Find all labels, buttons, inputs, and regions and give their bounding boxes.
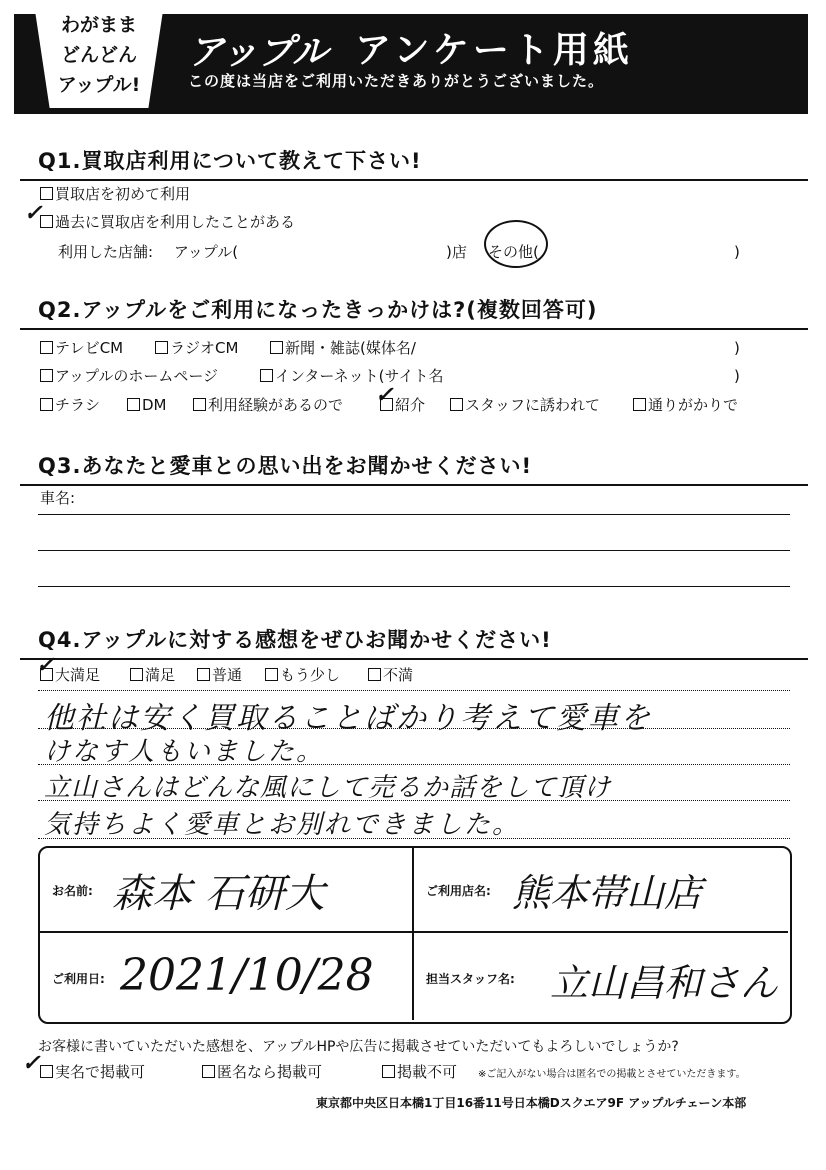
checkbox[interactable] <box>633 398 646 411</box>
comment-text-line: けなす人もいました。 <box>44 737 325 767</box>
q2-option-dm[interactable] <box>127 395 167 415</box>
option-label: 実名で掲載可 <box>55 1063 146 1081</box>
q2-option-newspaper[interactable] <box>270 338 416 358</box>
option-label: 過去に買取店を利用したことがある <box>55 213 296 231</box>
comment-text-line: 気持ちよく愛車とお別れできました。 <box>44 810 521 840</box>
staff-value: 立山昌和さん <box>550 961 779 1005</box>
q2-option-radiocm[interactable] <box>155 338 238 358</box>
q2-option-passing[interactable] <box>633 395 738 415</box>
checkbox[interactable] <box>155 341 168 354</box>
option-label: チラシ <box>55 396 101 414</box>
consent-real-name[interactable] <box>40 1062 145 1082</box>
option-label: ラジオCM <box>170 339 239 357</box>
page-title: アンケート用紙 <box>355 30 633 71</box>
q4-rating-more[interactable] <box>265 665 340 685</box>
option-label: スタッフに誘われて <box>465 396 601 414</box>
store-label: 利用した店舗: <box>58 243 154 261</box>
q4-rating-satisfied[interactable] <box>130 665 175 685</box>
q1-other-label: その他( <box>488 243 539 261</box>
checkbox[interactable] <box>40 369 53 382</box>
name-value: 森本 石研大 <box>112 871 325 917</box>
option-label: 普通 <box>212 666 243 684</box>
q2-option-internet[interactable] <box>260 366 443 386</box>
option-label: DM <box>142 396 167 414</box>
q2-close-2: ) <box>734 367 740 385</box>
store-prefix: アップル( <box>173 243 239 261</box>
option-label: 紹介 <box>395 396 426 414</box>
checkbox[interactable] <box>127 398 140 411</box>
circle-mark-icon <box>484 220 548 268</box>
staff-label: 担当スタッフ名: <box>426 972 515 986</box>
check-mark-icon: ✓ <box>36 652 55 678</box>
check-mark-icon: ✓ <box>22 1050 41 1076</box>
option-label: 買取店を初めて利用 <box>55 185 191 203</box>
answer-line <box>38 550 790 551</box>
store-name-label: ご利用店名: <box>426 884 491 898</box>
option-label: もう少し <box>280 666 341 684</box>
option-label: 通りがかりで <box>648 396 739 414</box>
name-label: お名前: <box>52 884 93 898</box>
q1-store-suffix: )店 <box>446 243 467 261</box>
checkbox[interactable] <box>270 341 283 354</box>
date-label: ご利用日: <box>52 972 105 986</box>
option-label: テレビCM <box>55 339 124 357</box>
info-divider-h <box>40 931 788 933</box>
logo: アップル <box>188 31 329 73</box>
q1-option-first[interactable] <box>40 184 190 204</box>
checkbox[interactable] <box>197 668 210 681</box>
option-label: 掲載不可 <box>397 1063 458 1081</box>
consent-anonymous[interactable] <box>202 1062 322 1082</box>
q1-store-line <box>58 242 238 262</box>
q4-rating-normal[interactable] <box>197 665 242 685</box>
comment-line <box>38 690 790 691</box>
badge-line: どんどん <box>60 44 137 66</box>
answer-line <box>38 514 790 515</box>
consent-note: ※ご記入がない場合は匿名での掲載とさせていただきます。 <box>478 1069 746 1080</box>
checkbox[interactable] <box>265 668 278 681</box>
q2-close-1: ) <box>734 339 740 357</box>
badge-line: わがまま <box>60 14 137 36</box>
badge-text <box>34 10 164 100</box>
option-label: 大満足 <box>55 666 101 684</box>
consent-question: お客様に書いていただいた感想を、アップルHPや広告に掲載させていただいてもよろしいでしょうか? <box>38 1039 679 1055</box>
option-label: 満足 <box>145 666 176 684</box>
checkbox[interactable] <box>130 668 143 681</box>
checkbox[interactable] <box>40 187 53 200</box>
car-name-label: 車名: <box>40 489 76 507</box>
q1-option-past[interactable] <box>40 212 295 232</box>
page-subtitle: この度は当店をご利用いただきありがとうございました。 <box>188 72 605 90</box>
q4-rating-dissatisfied[interactable] <box>368 665 413 685</box>
badge-line: アップル! <box>57 74 141 96</box>
option-label: アップルのホームページ <box>55 367 219 385</box>
check-mark-icon: ✓ <box>24 200 43 226</box>
checkbox[interactable] <box>202 1065 215 1078</box>
info-divider-v <box>412 848 414 1020</box>
option-label: 利用経験があるので <box>208 396 344 414</box>
company-address: 東京都中央区日本橋1丁目16番11号日本橋Dスクエア9F アップルチェーン本部 <box>316 1096 747 1110</box>
date-value: 2021/10/28 <box>120 950 374 1001</box>
answer-line <box>38 586 790 587</box>
q2-option-homepage[interactable] <box>40 366 218 386</box>
q1-other-close: ) <box>734 243 740 261</box>
checkbox[interactable] <box>368 668 381 681</box>
q2-heading: Q2.アップルをご利用になったきっかけは?(複数回答可) <box>20 294 808 330</box>
q2-option-flyer[interactable] <box>40 395 100 415</box>
checkbox[interactable] <box>193 398 206 411</box>
q4-heading: Q4.アップルに対する感想をぜひお聞かせください! <box>20 624 808 660</box>
check-mark-icon: ✓ <box>375 382 394 408</box>
consent-not-allowed[interactable] <box>382 1062 457 1082</box>
option-label: インターネット(サイト名 <box>275 367 444 385</box>
checkbox[interactable] <box>382 1065 395 1078</box>
comment-text-line: 他社は安く買取ることばかり考えて愛車を <box>44 701 652 736</box>
checkbox[interactable] <box>40 398 53 411</box>
checkbox[interactable] <box>260 369 273 382</box>
checkbox[interactable] <box>40 341 53 354</box>
option-label: 不満 <box>383 666 414 684</box>
q3-heading: Q3.あなたと愛車との思い出をお聞かせください! <box>20 450 808 486</box>
store-name-value: 熊本帯山店 <box>512 871 703 915</box>
checkbox[interactable] <box>450 398 463 411</box>
checkbox[interactable] <box>40 1065 53 1078</box>
option-label: 匿名なら掲載可 <box>217 1063 323 1081</box>
q1-heading: Q1.買取店利用について教えて下さい! <box>20 145 808 181</box>
q2-option-tvcm[interactable] <box>40 338 123 358</box>
q2-option-experience[interactable] <box>193 395 343 415</box>
option-label: 新聞・雑誌(媒体名/ <box>285 339 416 357</box>
comment-text-line: 立山さんはどんな風にして売るか話をして頂け <box>44 773 612 803</box>
q2-option-staff[interactable] <box>450 395 600 415</box>
